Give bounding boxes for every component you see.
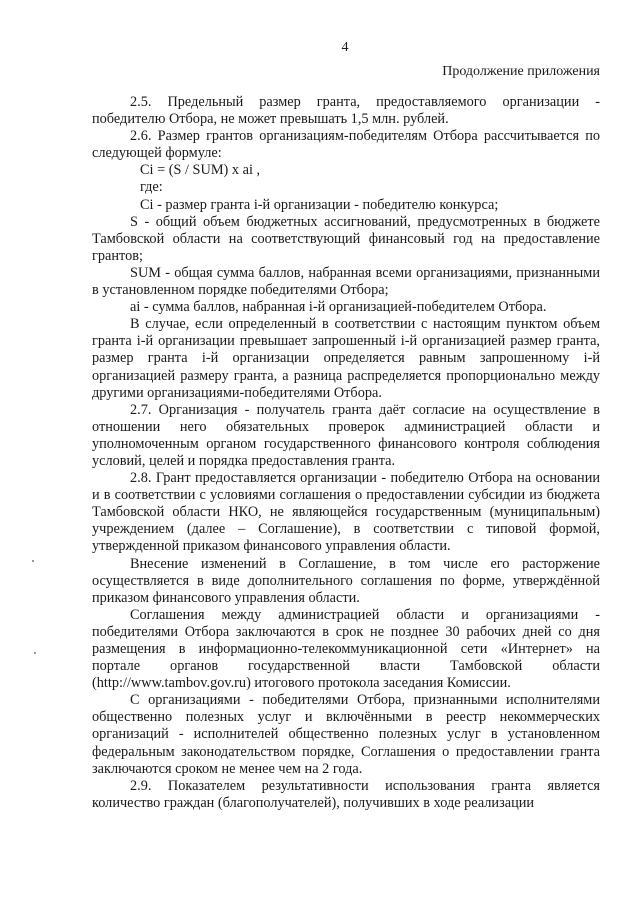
header-note: Продолжение приложения <box>442 64 600 79</box>
paragraph-changes: Внесение изменений в Соглашение, в том числе его расторжение осуществляется в виде дополнительного соглашения по форме, утверждённой приказом финансового управления области. <box>92 555 600 606</box>
definition-sum: SUM - общая сумма баллов, набранная всеми организациями, признанными в установленном порядке победителями Отбора; <box>92 264 600 299</box>
paragraph-2-5: 2.5. Предельный размер гранта, предоставляемого организации - победителю Отбора, не может превышать 1,5 млн. рублей. <box>92 94 600 128</box>
paragraph-case: В случае, если определенный в соответствии с настоящим пунктом объем гранта i-й организации превышает запрошенный i-й организацией размер гранта, размер гранта i-й организации определяется равным запрошенному i-й организацией размеру гранта, а разница распределяется пропорционально между другими организациями-победителями Отбора. <box>92 316 600 401</box>
paragraph-registry: С организациями - победителями Отбора, признанными исполнителями общественно полезных услуг и включёнными в реестр некоммерческих организаций - исполнителей общественно полезных услуг в установленном федеральным законодательством порядке, Соглашения о предоставлении гранта заключаются сроком не менее чем на 2 года. <box>92 692 600 777</box>
paragraph-agreements: Соглашения между администрацией области и организациями - победителями Отбора заключаются в срок не позднее 30 рабочих дней со дня размещения в информационно-телекоммуникационной сети «Интернет» на портале органов государственной власти Тамбовской области (http://www.tambov.gov.ru) итогового протокола заседания Комиссии. <box>92 606 600 692</box>
document-body <box>92 94 600 812</box>
paragraph-2-7: 2.7. Организация - получатель гранта даёт согласие на осуществление в отношении него обязательных проверок администрацией области и уполномоченным органом государственного финансового контроля соблюдения условий, целей и порядка предоставления гранта. <box>92 401 600 469</box>
paragraph-2-8: 2.8. Грант предоставляется организации - победителю Отбора на основании и в соответствии с условиями соглашения о предоставлении субсидии из бюджета Тамбовской области НКО, не являющейся государственным (муниципальным) учреждением (далее – Соглашение), в соответствии с типовой формой, утвержденной приказом финансового управления области. <box>92 470 600 555</box>
definition-s: S - общий объем бюджетных ассигнований, предусмотренных в бюджете Тамбовской области на соответствующий финансовый год на предоставление грантов; <box>92 213 600 264</box>
scan-mark <box>34 652 36 654</box>
scan-mark <box>32 560 34 562</box>
paragraph-2-6: 2.6. Размер грантов организациям-победителям Отбора рассчитывается по следующей формуле: <box>92 128 600 162</box>
paragraph-2-9: 2.9. Показателем результативности использования гранта является количество граждан (благополучателей), получивших в ходе реализации <box>92 777 600 811</box>
formula: Ci = (S / SUM) х ai , <box>140 162 261 179</box>
page-number: 4 <box>341 40 349 55</box>
formula-where: где: <box>140 179 163 196</box>
definition-ci: Ci - размер гранта i-й организации - победителю конкурса; <box>140 196 499 213</box>
definition-ai: ai - сумма баллов, набранная i-й организацией-победителем Отбора. <box>130 299 547 316</box>
